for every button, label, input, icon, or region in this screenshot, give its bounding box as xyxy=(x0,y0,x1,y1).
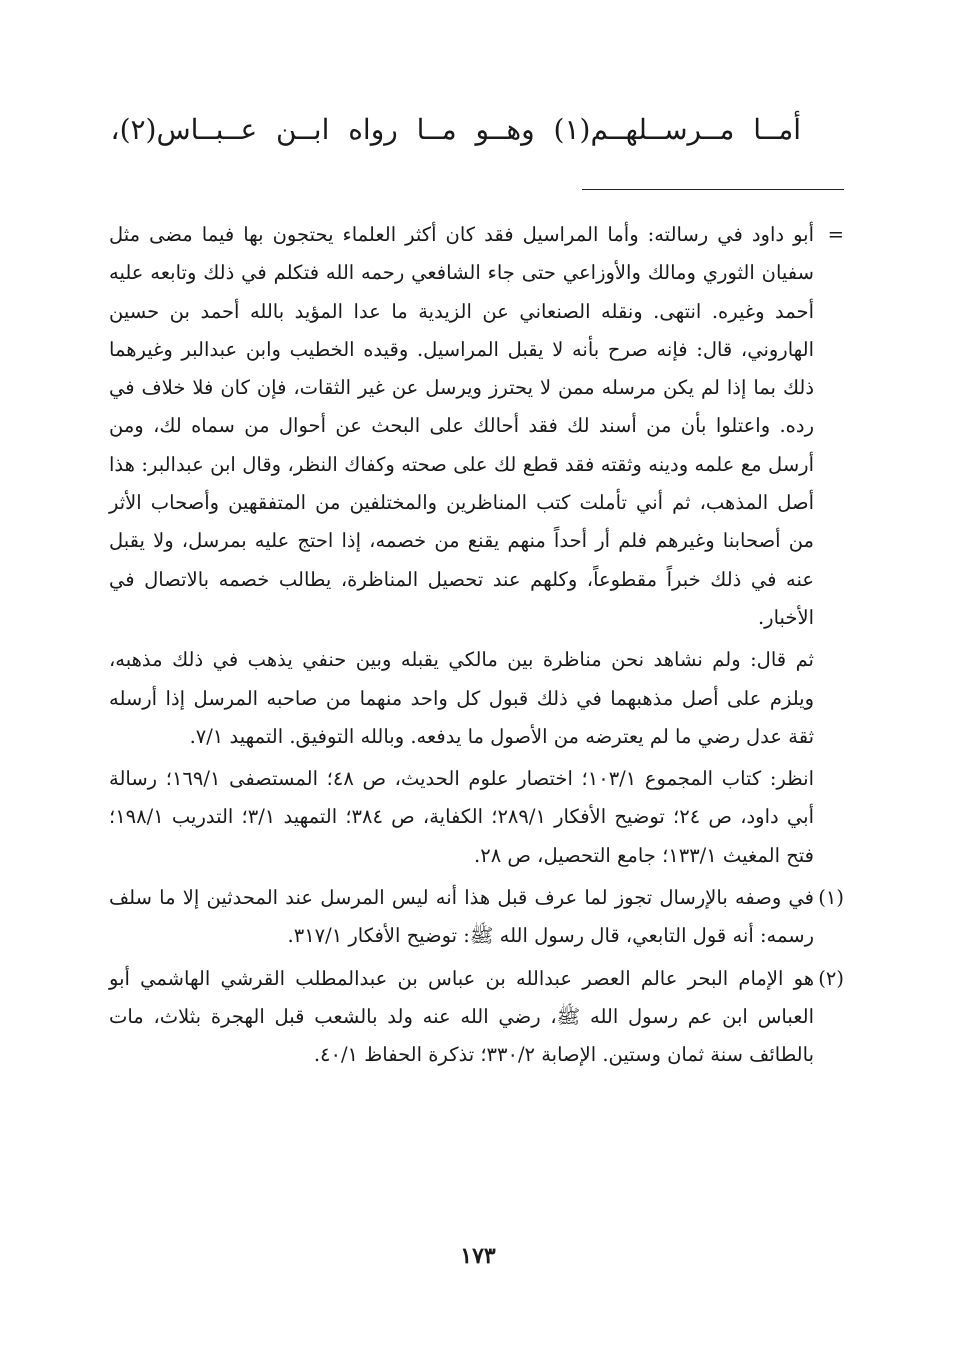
footnote-2 xyxy=(109,960,844,1075)
footnote-1 xyxy=(109,879,844,956)
footnote-paragraph: ثم قال: ولم نشاهد نحن مناظرة بين مالكي يقبله وبين حنفي يذهب في ذلك مذهبه، ويلزم على أصل مذهبهما في ذلك قبول كل واحد منهما من صاحبه المرسل إذا أرسله ثقة عدل رضي ما لم يعترضه من الأصول ما يدفعه. وبالله التوفيق. التمهيد ٧/١. xyxy=(109,648,814,748)
footnote-text: هو الإمام البحر عالم العصر عبدالله بن عباس بن عبدالمطلب القرشي الهاشمي أبو العباس ابن عم رسول الله ﷺ، رضي الله عنه ولد بالشعب قبل الهجرة بثلاث، مات بالطائف سنة ثمان وستين. الإصابة ٣٣٠/٢؛ تذكرة الحفاظ ٤٠/١. xyxy=(109,966,814,1067)
footnote-marker: (٢) xyxy=(818,966,844,990)
footnote-marker: (١) xyxy=(818,886,844,910)
continuation-marker: = xyxy=(827,223,844,246)
footnotes-area xyxy=(109,216,844,1079)
footnote-continuation xyxy=(109,216,844,875)
main-text-line: أمــا مــرســلهــم(١) وهــو مــا رواه ابــن عــبــاس(٢)، xyxy=(110,113,801,146)
footnote-paragraph: أبو داود في رسالته: وأما المراسيل فقد كان أكثر العلماء يحتجون بها فيما مضى مثل سفيان الثوري ومالك والأوزاعي حتى جاء الشافعي رحمه الله فتكلم في ذلك وتابعه عليه أحمد وغيره. انتهى. ونقله الصنعاني عن الزيدية ما عدا المؤيد بالله أحمد بن حسين الهاروني، قال: فإنه صرح بأنه لا يقبل المراسيل. وقيده الخطيب وابن عبدالبر وغيرهما ذلك بما إذا لم يكن مرسله ممن لا يحترز ويرسل عن غير الثقات، فإن كان فلا خلاف في رده. واعتلوا بأن من أسند لك فقد أحالك على البحث عن أحوال من سماه لك، ومن أرسل مع علمه ودينه وثقته فقد قطع لك على صحته وكفاك النظر، وقال ابن عبدالبر: هذا أصل المذهب، ثم أني تأملت كتب المناظرين والمختلفين من المتفقهين وأصحاب الأثر من أصحابنا وغيرهم فلم أر أحداً منهم يقنع من خصمه، إذا احتج عليه بمرسل، ولا يقبل عنه في ذلك خبراً مقطوعاً، وكلهم عند تحصيل المناظرة، يطالب خصمه بالاتصال في الأخبار. xyxy=(109,223,814,629)
footnote-separator xyxy=(582,189,844,190)
page-number: ١٧٣ xyxy=(460,1243,496,1269)
footnote-text: في وصفه بالإرسال تجوز لما عرف قبل هذا أنه ليس المرسل عند المحدثين إلا ما سلف رسمه: أنه قول التابعي، قال رسول الله ﷺ: توضيح الأفكار ٣١٧/١. xyxy=(109,886,814,948)
footnote-paragraph: انظر: كتاب المجموع ١٠٣/١؛ اختصار علوم الحديث، ص ٤٨؛ المستصفى ١٦٩/١؛ رسالة أبي داود، ص ٢٤؛ توضيح الأفكار ٢٨٩/١؛ الكفاية، ص ٣٨٤؛ التمهيد ٣/١؛ التدريب ١٩٨/١؛ فتح المغيث ١٣٣/١؛ جامع التحصيل، ص ٢٨. xyxy=(109,767,815,867)
